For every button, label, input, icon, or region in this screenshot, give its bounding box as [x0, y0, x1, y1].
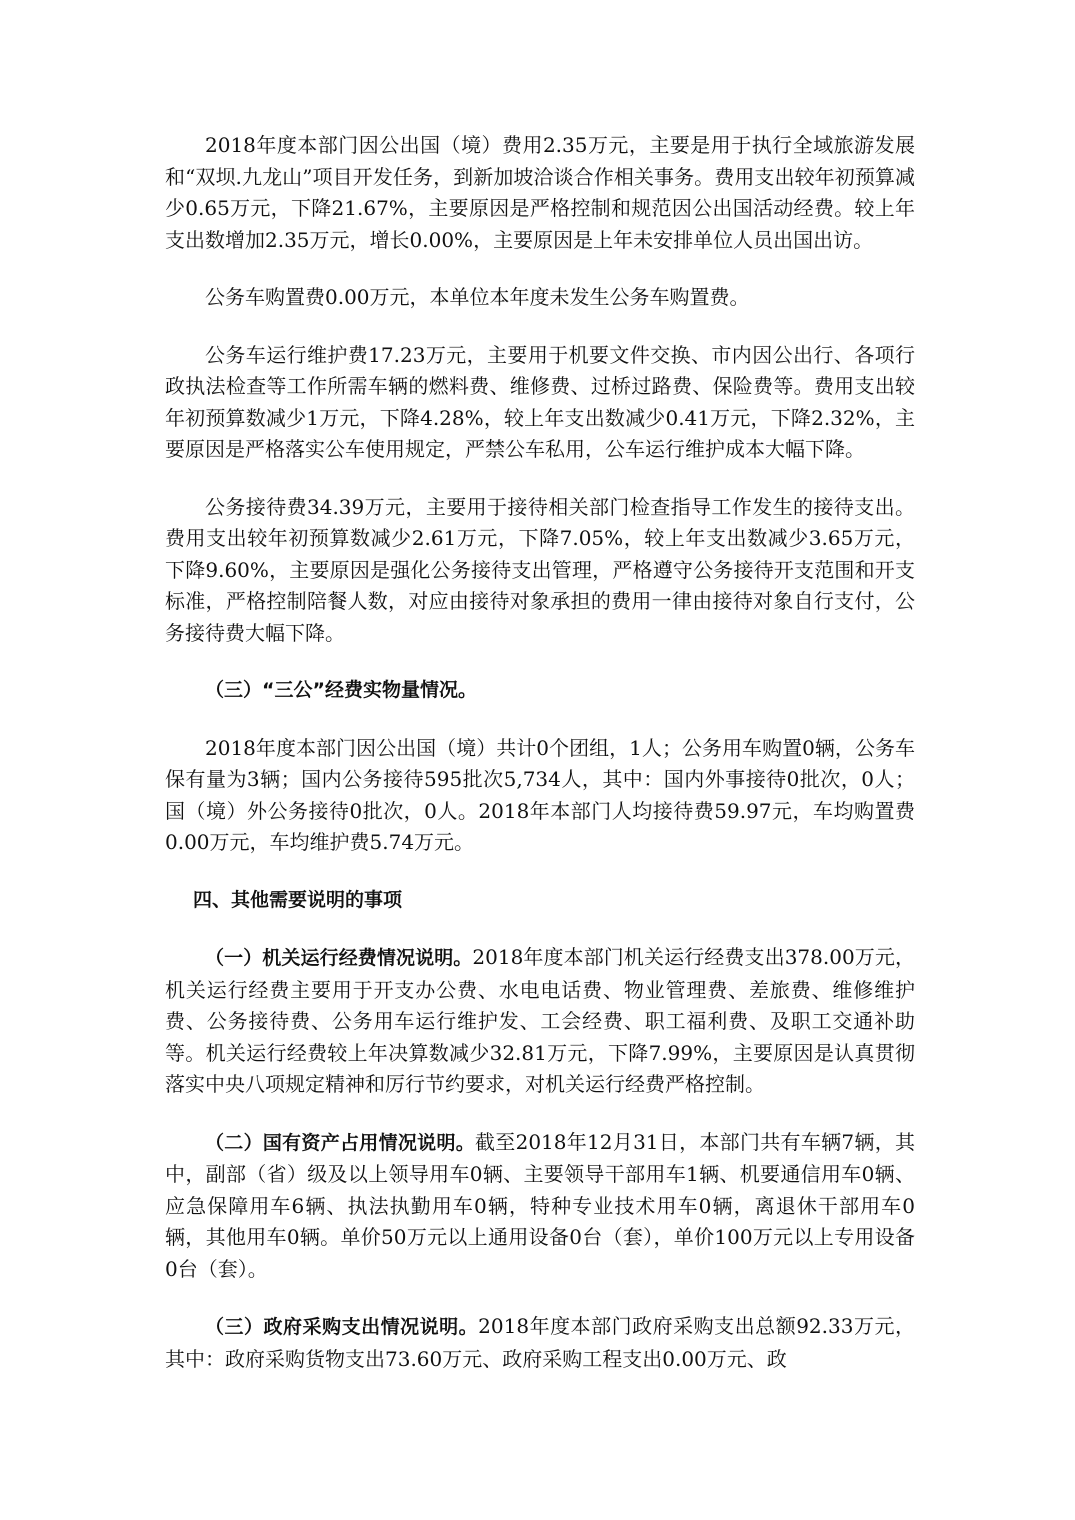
paragraph-vehicle-maintenance: 公务车运行维护费17.23万元，主要用于机要文件交换、市内因公出行、各项行政执法检查等工作所需车辆的燃料费、维修费、过桥过路费、保险费等。费用支出较年初预算数减少1万元，下降4.28%，较上年支出数减少0.41万元，下降2.32%，主要原因是严格落实公车使用规定，严禁公车私用，公车运行维护成本大幅下降。: [165, 342, 915, 461]
paragraph-lead-government-procurement: （三）政府采购支出情况说明。: [205, 1316, 479, 1338]
paragraph-state-assets: [165, 1127, 915, 1286]
paragraph-lead-state-assets: （二）国有资产占用情况说明。: [205, 1131, 476, 1154]
paragraph-lead-operating-expenses: （一）机关运行经费情况说明。: [205, 947, 473, 969]
paragraph-overseas-travel: 2018年度本部门因公出国（境）费用2.35万元，主要是用于执行全域旅游发展和“双坝.九龙山”项目开发任务，到新加坡洽谈合作相关事务。费用支出较年初预算减少0.65万元，下降21.67%，主要原因是严格控制和规范因公出国活动经费。较上年支出数增加2.35万元，增长0.00%，主要原因是上年未安排单位人员出国出访。: [165, 133, 915, 252]
paragraph-government-procurement: [165, 1311, 915, 1375]
paragraph-sangong-quantities: 2018年度本部门因公出国（境）共计0个团组，1人；公务用车购置0辆，公务车保有量为3辆；国内公务接待595批次5,734人，其中：国内外事接待0批次，0人；国（境）外公务接待0批次，0人。2018年本部门人均接待费59.97元，车均购置费0.00万元，车均维护费5.74万元。: [165, 735, 915, 854]
section-heading-sangong: （三）“三公”经费实物量情况。: [205, 679, 477, 701]
document-body: [165, 130, 915, 1401]
section-heading-other-matters: 四、其他需要说明的事项: [193, 888, 403, 911]
paragraph-operating-expenses: [165, 942, 915, 1101]
paragraph-body-government-procurement: 2018年度本部门政府采购支出总额92.33万元，其中：政府采购货物支出73.60万元、政府采购工程支出0.00万元、政: [165, 1314, 915, 1371]
paragraph-body-operating-expenses: 2018年度本部门机关运行经费支出378.00万元，机关运行经费主要用于开支办公费、水电电话费、物业管理费、差旅费、维修维护费、公务接待费、公务用车运行维护发、工会经费、职工福利费、及职工交通补助等。机关运行经费较上年决算数减少32.81万元，下降7.99%，主要原因是认真贯彻落实中央八项规定精神和厉行节约要求，对机关运行经费严格控制。: [165, 945, 915, 1096]
paragraph-body-state-assets: 截至2018年12月31日，本部门共有车辆7辆，其中，副部（省）级及以上领导用车0辆、主要领导干部用车1辆、机要通信用车0辆、应急保障用车6辆、执法执勤用车0辆，特种专业技术用车0辆，离退休干部用车0辆，其他用车0辆。单价50万元以上通用设备0台（套），单价100万元以上专用设备0台（套）。: [165, 1129, 915, 1281]
paragraph-reception-fee: 公务接待费34.39万元，主要用于接待相关部门检查指导工作发生的接待支出。费用支出较年初预算数减少2.61万元，下降7.05%，较上年支出数减少3.65万元，下降9.60%，主要原因是强化公务接待支出管理，严格遵守公务接待开支范围和开支标准，严格控制陪餐人数，对应由接待对象承担的费用一律由接待对象自行支付，公务接待费大幅下降。: [165, 494, 915, 645]
paragraph-vehicle-purchase: 公务车购置费0.00万元，本单位本年度未发生公务车购置费。: [205, 285, 750, 309]
